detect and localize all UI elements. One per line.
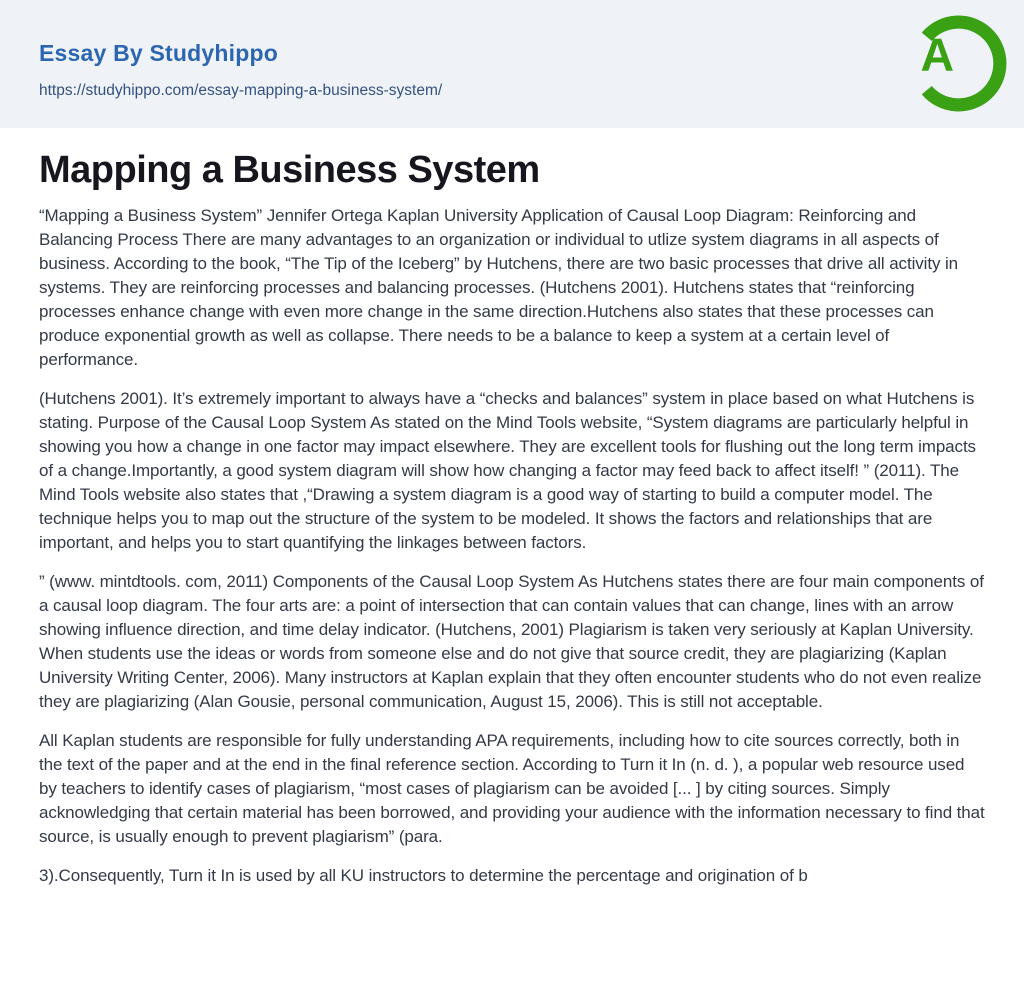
essay-title: Mapping a Business System	[39, 149, 540, 191]
page-header	[0, 0, 1024, 128]
essay-body	[39, 204, 985, 888]
grade-a-circle-icon	[910, 15, 1007, 112]
page-url-link[interactable]: https://studyhippo.com/essay-mapping-a-business-system/	[39, 82, 443, 99]
essay-paragraph: All Kaplan students are responsible for fully understanding APA requirements, including how to cite sources correctly, both in the text of the paper and at the end in the final reference section. According to Turn it In (n. d. ), a popular web resource used by teachers to identify cases of plagiarism, “most cases of plagiarism can be avoided [... ] by citing sources. Simply acknowledging that certain material has been borrowed, and providing your audience with the information necessary to find that source, is usually enough to prevent plagiarism” (para.	[39, 731, 985, 846]
essay-paragraph: (Hutchens 2001). It’s extremely important to always have a “checks and balances” system in place based on what Hutchens is stating. Purpose of the Causal Loop System As stated on the Mind Tools website, “System diagrams are particularly helpful in showing you how a change in one factor may impact elsewhere. They are excellent tools for flushing out the long term impacts of a change.Importantly, a good system diagram will show how changing a factor may feed back to affect itself! ” (2011). The Mind Tools website also states that ,“Drawing a system diagram is a good way of starting to build a computer model. The technique helps you to map out the structure of the system to be modeled. It shows the factors and relationships that are important, and helps you to start quantifying the linkages between factors.	[39, 389, 976, 552]
essay-content	[0, 149, 1024, 888]
logo-letter: A	[920, 28, 955, 81]
studyhippo-logo	[910, 15, 1007, 112]
essay-paragraph: “Mapping a Business System” Jennifer Ortega Kaplan University Application of Causal Loop Diagram: Reinforcing and Balancing Process There are many advantages to an organization or individual to utlize system diagrams in all aspects of business. According to the book, “The Tip of the Iceberg” by Hutchens, there are two basic processes that drive all activity in systems. They are reinforcing processes and balancing processes. (Hutchens 2001). Hutchens states that “reinforcing processes enhance change with even more change in the same direction.Hutchens also states that these processes can produce exponential growth as well as collapse. There needs to be a balance to keep a system at a certain level of performance.	[39, 206, 958, 369]
essay-paragraph: 3).Consequently, Turn it In is used by all KU instructors to determine the percentage and origination of b	[39, 866, 808, 885]
site-title: Essay By Studyhippo	[39, 40, 278, 66]
essay-paragraph: ” (www. mintdtools. com, 2011) Components of the Causal Loop System As Hutchens states there are four main components of a causal loop diagram. The four arts are: a point of intersection that can contain values that can change, lines with an arrow showing influence direction, and time delay indicator. (Hutchens, 2001) Plagiarism is taken very seriously at Kaplan University. When students use the ideas or words from someone else and do not give that source credit, they are plagiarizing (Kaplan University Writing Center, 2006). Many instructors at Kaplan explain that they often encounter students who do not even realize they are plagiarizing (Alan Gousie, personal communication, August 15, 2006). This is still not acceptable.	[39, 572, 984, 711]
